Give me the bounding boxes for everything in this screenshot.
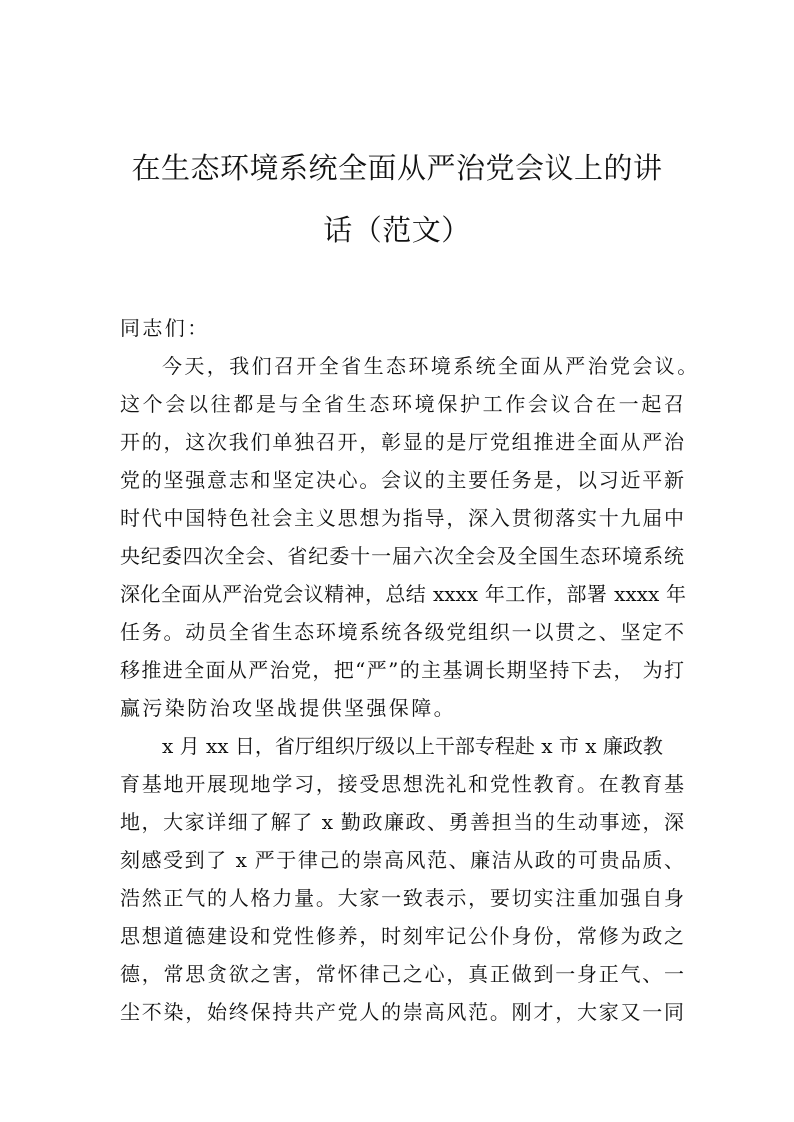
paragraph-line: 时代中国特色社会主义思想为指导，深入贯彻落实十九届中 [120, 506, 684, 530]
paragraph-line: 党的坚强意志和坚定决心。会议的主要任务是，以习近平新 [120, 468, 684, 492]
salutation: 同志们： [120, 316, 210, 340]
paragraph-line: 刻感受到了 x 严于律己的崇高风范、廉洁从政的可贵品质、 [120, 848, 684, 872]
paragraph-line: 地，大家详细了解了 x 勤政廉政、勇善担当的生动事迹，深 [120, 810, 684, 834]
paragraph-line: 今天，我们召开全省生态环境系统全面从严治党会议。 [162, 354, 700, 378]
paragraph-line: 任务。动员全省生态环境系统各级党组织一以贯之、坚定不 [120, 620, 684, 644]
paragraph-line: 德，常思贪欲之害，常怀律己之心，真正做到一身正气、一 [120, 962, 684, 986]
paragraph-line: 赢污染防治攻坚战提供坚强保障。 [120, 696, 456, 720]
document-title-line-1: 在生态环境系统全面从严治党会议上的讲 [131, 151, 663, 185]
paragraph-line: 央纪委四次全会、省纪委十一届六次全会及全国生态环境系统 [120, 544, 684, 568]
document-title-line-2: 话（范文） [323, 213, 471, 247]
paragraph-line: 浩然正气的人格力量。大家一致表示，要切实注重加强自身 [120, 886, 684, 910]
paragraph-line: 这个会以往都是与全省生态环境保护工作会议合在一起召 [120, 392, 684, 416]
paragraph-line: 开的，这次我们单独召开，彰显的是厅党组推进全面从严治 [120, 430, 684, 454]
paragraph-line: 育基地开展现地学习，接受思想洗礼和党性教育。在教育基 [120, 772, 684, 796]
paragraph-line: 移推进全面从严治党，把“严”的主基调长期坚持下去， 为打 [120, 658, 684, 682]
paragraph-line: 思想道德建设和党性修养，时刻牢记公仆身份，常修为政之 [120, 924, 684, 948]
paragraph-line: 深化全面从严治党会议精神，总结 xxxx 年工作，部署 xxxx 年 [120, 582, 686, 606]
paragraph-line: 尘不染，始终保持共产党人的崇高风范。刚才，大家又一同 [120, 1000, 684, 1024]
paragraph-line: x 月 xx 日，省厅组织厅级以上干部专程赴 x 市 x 廉政教 [162, 734, 663, 758]
